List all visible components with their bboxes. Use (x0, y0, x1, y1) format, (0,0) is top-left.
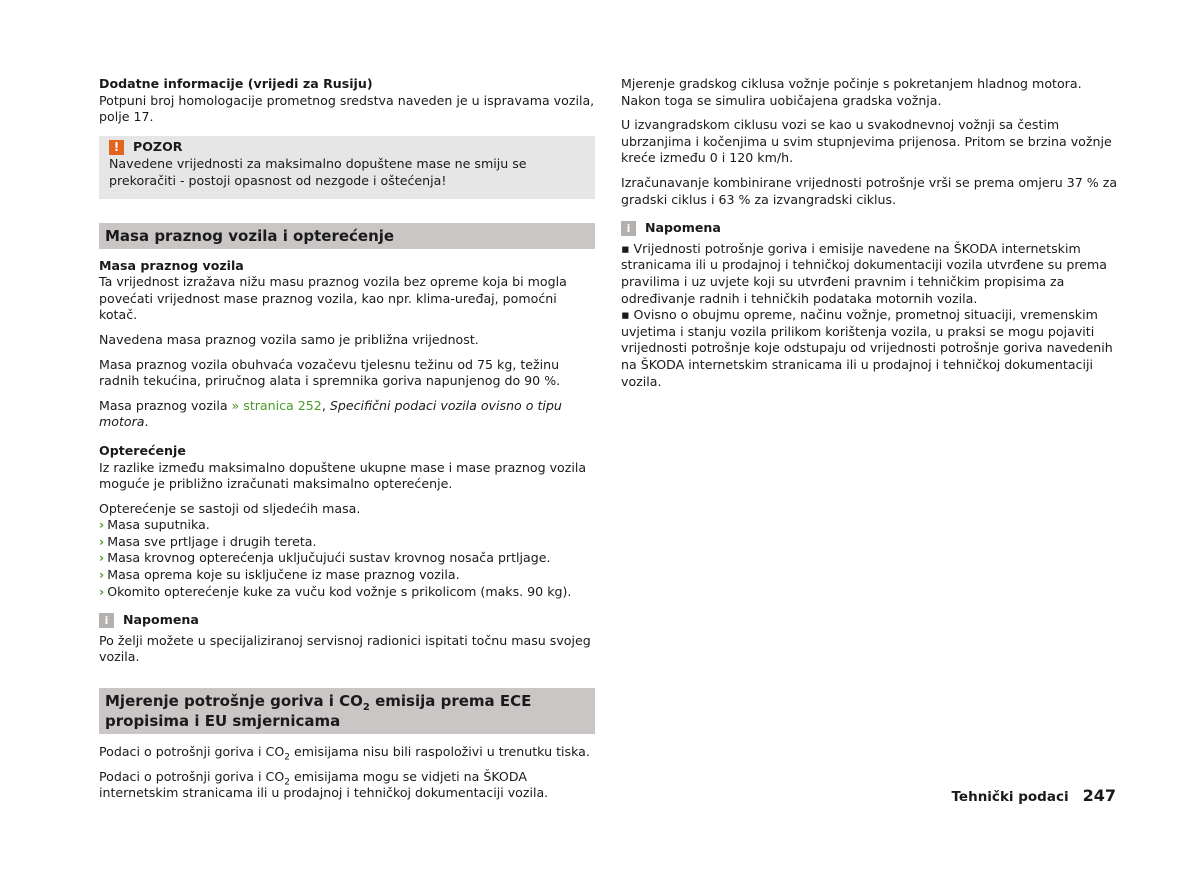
note-list-right (621, 241, 1118, 390)
intro-text: Potpuni broj homologacije prometnog sredstva naveden je u ispravama vozila, polje 17. (99, 92, 595, 125)
paragraph-load-1: Iz razlike između maksimalno dopuštene ukupne mase i mase praznog vozila moguće je približno izračunati maksimalno opterećenje. (99, 459, 587, 492)
reference-title: Specifični podaci vozila ovisno o tipu motora (99, 397, 562, 430)
chevron-right-icon: › (99, 517, 105, 533)
page-number: 247 (1082, 786, 1116, 805)
list-item: › Okomito opterećenje kuke za vuču kod vožnje s prikolicom (maks. 90 kg). (99, 583, 572, 599)
page-reference-link[interactable]: » stranica 252 (231, 397, 322, 413)
info-icon: i (621, 221, 636, 236)
note-header-left (99, 612, 595, 629)
note-title: Napomena (123, 612, 199, 628)
right-column (621, 76, 1118, 390)
paragraph-empty-mass-4 (99, 398, 595, 431)
paragraph-empty-mass-3: Masa praznog vozila obuhvaća vozačevu tjelesnu težinu od 75 kg, težinu radnih tekućina, priručnog alata i spremnika goriva napunjenog do 90 %. (99, 356, 561, 389)
paragraph-empty-mass-1: Ta vrijednost izražava nižu masu praznog vozila bez opreme koja bi mogla povećati vrijednost mase praznog vozila, kao npr. klima-uređaj, pomoćni kotač. (99, 274, 567, 323)
paragraph-empty-mass-2: Navedena masa praznog vozila samo je približna vrijednost. (99, 331, 479, 347)
warning-box (99, 136, 595, 199)
paragraph-empty-mass-4-comma: , (321, 397, 330, 413)
list-item: › Masa suputnika. (99, 517, 210, 533)
note-text-left: Po želji možete u specijaliziranoj servisnoj radionici ispitati točnu masu svojeg vozila. (99, 632, 591, 665)
left-column (99, 76, 595, 810)
chevron-right-icon: › (99, 550, 105, 566)
paragraph-extra-urban-cycle: U izvangradskom ciklusu vozi se kao u svakodnevnoj vožnji sa čestim ubrzanjima i kočenjima u svim stupnjevima prijenosa. Pritom se brzina vožnje kreće između 0 i 120 km/h. (621, 117, 1112, 166)
paragraph-consumption-2: Podaci o potrošnji goriva i $CO_2$ emisijama mogu se vidjeti na ŠKODA internetskim stranicama ili u prodajnoj i tehničkoj dokumentaciji vozila. (99, 768, 549, 801)
intro-heading: Dodatne informacije (vrijedi za Rusiju) (99, 76, 373, 91)
paragraph-load-2: Opterećenje se sastoji od sljedećih masa. (99, 500, 361, 516)
subheading-load: Opterećenje (99, 442, 186, 458)
paragraph-empty-mass-4-end: . (144, 414, 149, 430)
warning-icon: ! (109, 140, 124, 155)
warning-text: Navedene vrijednosti za maksimalno dopuštene mase ne smiju se prekoračiti - postoji opasnost od nezgode i oštećenja! (109, 156, 527, 188)
list-item: › Masa oprema koje su isključene iz mase praznog vozila. (99, 567, 460, 583)
load-list (99, 517, 595, 600)
paragraph-combined: Izračunavanje kombinirane vrijednosti potrošnje vrši se prema omjeru 37 % za gradski ciklus i 63 % za izvangradski ciklus. (621, 174, 1118, 207)
note-header-right (621, 220, 1118, 237)
list-item: ▪ Vrijednosti potrošnje goriva i emisije navedene na ŠKODA internetskim stranicama ili u prodajnoj i tehničkoj dokumentaciji vozila utvrđene su prema pravilima i uz uvjete koji su utvrđeni pravnim i tehničkim propisima za određivanje radnih i tehničkih podataka motornih vozila. (621, 240, 1107, 306)
paragraph-empty-mass-4-text: Masa praznog vozila (99, 397, 232, 413)
chevron-right-icon: › (99, 533, 105, 549)
note-title: Napomena (645, 220, 721, 236)
section-title-consumption: Mjerenje potrošnje goriva i $CO_2$ emisija prema ECE propisima i EU smjernicama (99, 688, 595, 734)
info-icon: i (99, 613, 114, 628)
warning-title: POZOR (133, 138, 183, 154)
list-item: › Masa sve prtljage i drugih tereta. (99, 533, 317, 549)
section-title-mass: Masa praznog vozila i opterećenje (99, 223, 595, 249)
paragraph-consumption-1: Podaci o potrošnji goriva i $CO_2$ emisijama nisu bili raspoloživi u trenutku tiska. (99, 744, 590, 763)
paragraph-city-cycle: Mjerenje gradskog ciklusa vožnje počinje s pokretanjem hladnog motora. Nakon toga se simulira uobičajena gradska vožnja. (621, 76, 1082, 108)
list-item: › Masa krovnog opterećenja uključujući sustav krovnog nosača prtljage. (99, 550, 551, 566)
subheading-empty-mass: Masa praznog vozila (99, 257, 244, 273)
footer-section-title: Tehnički podaci (951, 789, 1069, 805)
warning-header (109, 139, 583, 156)
chevron-right-icon: › (99, 567, 105, 583)
chevron-right-icon: › (99, 583, 105, 599)
list-item: ▪ Ovisno o obujmu opreme, načinu vožnje, prometnoj situaciji, vremenskim uvjetima i stanju vozila prilikom korištenja vozila, u praksi se mogu pojaviti vrijednosti potrošnje koje odstupaju od vrijednosti potrošnje goriva navedenih na ŠKODA internetskim stranicama ili u prodajnoj i tehničkoj dokumentaciji vozila. (621, 307, 1113, 389)
page-footer (952, 788, 1116, 806)
